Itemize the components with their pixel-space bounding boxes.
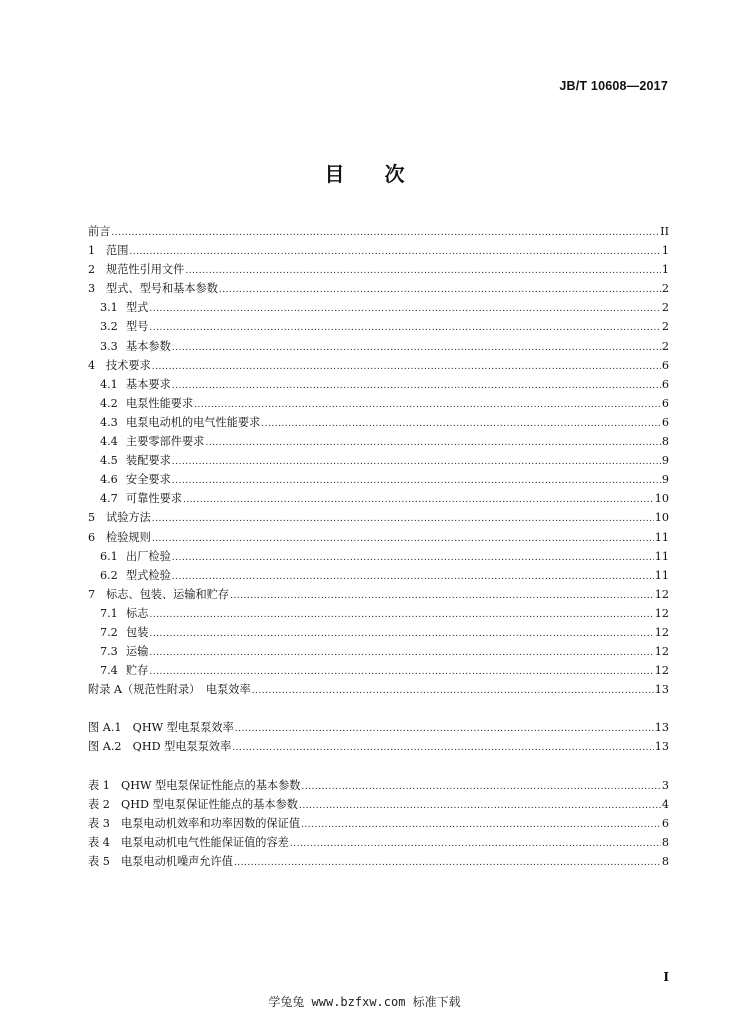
toc-entry-number: 7.4 <box>100 664 118 678</box>
toc-entry-label: 电泵电动机的电气性能要求 <box>126 415 261 429</box>
toc-entry[interactable] <box>88 298 669 317</box>
toc-entry-page: 9 <box>661 454 669 468</box>
toc-entry[interactable] <box>88 852 669 871</box>
toc-entry[interactable] <box>88 623 669 642</box>
toc-entry-number: 3.2 <box>100 320 118 334</box>
toc-entry[interactable] <box>88 718 669 737</box>
toc-entry-page: 8 <box>661 835 669 849</box>
toc-entry-label: 主要零部件要求 <box>126 435 205 449</box>
toc-main-section <box>88 222 669 699</box>
toc-leader-dots <box>252 682 654 701</box>
toc-entry[interactable] <box>88 776 669 795</box>
toc-entry[interactable] <box>88 833 669 852</box>
toc-entry-number: 1 <box>88 244 96 258</box>
toc-entry-number: 6.2 <box>100 568 118 582</box>
toc-entry-page: 12 <box>654 587 669 601</box>
toc-leader-dots <box>172 339 661 358</box>
toc-entry-number: 6 <box>88 530 96 544</box>
toc-entry[interactable] <box>88 413 669 432</box>
toc-entry-number: 7.1 <box>100 606 118 620</box>
toc-entry-page: 12 <box>654 664 669 678</box>
toc-entry[interactable] <box>88 604 669 623</box>
page-number: I <box>663 970 669 984</box>
toc-entry-page: 12 <box>654 625 669 639</box>
toc-entry-page: 9 <box>661 473 669 487</box>
toc-entry-label: 表 4 电泵电动机电气性能保证值的容差 <box>88 835 289 849</box>
toc-entry-label: 试验方法 <box>106 511 151 525</box>
toc-figures-section <box>88 718 669 756</box>
toc-leader-dots <box>301 778 660 797</box>
toc-entry-label: 标志 <box>126 606 149 620</box>
toc-entry[interactable] <box>88 222 669 241</box>
toc-entry[interactable] <box>88 814 669 833</box>
toc-entry[interactable] <box>88 375 669 394</box>
toc-leader-dots <box>235 720 654 739</box>
toc-entry[interactable] <box>88 661 669 680</box>
toc-leader-dots <box>261 415 661 434</box>
toc-entry-page: 13 <box>654 740 669 754</box>
toc-entry-page: 8 <box>661 854 669 868</box>
toc-entry-number: 4.7 <box>100 492 118 506</box>
toc-entry-label: 型式、型号和基本参数 <box>106 282 218 296</box>
toc-entry-label: 检验规则 <box>106 530 151 544</box>
toc-entry-page: 13 <box>654 683 669 697</box>
toc-entry-label: 图 A.2 QHD 型电泵泵效率 <box>88 740 232 754</box>
toc-entry-number: 4.2 <box>100 396 118 410</box>
page-title: 目次 <box>324 162 445 186</box>
toc-entry-number: 4.6 <box>100 473 118 487</box>
toc-entry-number: 4.5 <box>100 454 118 468</box>
toc-entry-page: 11 <box>654 549 669 563</box>
toc-entry[interactable] <box>88 489 669 508</box>
toc-entry-label: 规范性引用文件 <box>106 263 185 277</box>
toc-leader-dots <box>185 262 661 281</box>
toc-leader-dots <box>234 854 661 873</box>
toc-entry-page: 4 <box>661 797 669 811</box>
toc-entry-page: 3 <box>661 778 669 792</box>
toc-leader-dots <box>152 530 654 549</box>
toc-entry-page: 10 <box>654 511 669 525</box>
toc-entry-page: II <box>660 225 669 238</box>
toc-leader-dots <box>232 739 653 758</box>
toc-entry-label: 基本参数 <box>126 339 171 353</box>
toc-entry-number: 5 <box>88 511 96 525</box>
toc-entry-page: 6 <box>661 415 669 429</box>
toc-entry-label: 标志、包装、运输和贮存 <box>106 587 230 601</box>
toc-entry-number: 3 <box>88 282 96 296</box>
toc-entry[interactable] <box>88 737 669 756</box>
toc-entry[interactable] <box>88 241 669 260</box>
toc-entry-label: 型式 <box>126 301 149 315</box>
toc-leader-dots <box>290 835 661 854</box>
toc-leader-dots <box>194 396 661 415</box>
toc-entry-label: 范围 <box>106 244 129 258</box>
toc-entry-page: 2 <box>661 339 669 353</box>
toc-leader-dots <box>172 472 661 491</box>
toc-entry-label: 贮存 <box>126 664 149 678</box>
toc-entry-page: 1 <box>661 263 669 277</box>
toc-entry-page: 12 <box>654 606 669 620</box>
toc-entry-label: 型式检验 <box>126 568 171 582</box>
toc-entry-label: 表 1 QHW 型电泵保证性能点的基本参数 <box>88 778 301 792</box>
toc-entry-label: 型号 <box>126 320 149 334</box>
toc-entry[interactable] <box>88 432 669 451</box>
toc-entry-label: 可靠性要求 <box>126 492 182 506</box>
toc-entry[interactable] <box>88 279 669 298</box>
toc-entry-number: 4 <box>88 358 96 372</box>
toc-entry[interactable] <box>88 795 669 814</box>
toc-entry-page: 11 <box>654 568 669 582</box>
toc-tables-section <box>88 776 669 871</box>
toc-entry[interactable] <box>88 642 669 661</box>
toc-entry[interactable] <box>88 680 669 699</box>
toc-entry-label: 附录 A（规范性附录） 电泵效率 <box>88 683 251 697</box>
toc-leader-dots <box>172 549 654 568</box>
toc-leader-dots <box>149 644 653 663</box>
toc-entry[interactable] <box>88 585 669 604</box>
toc-entry-page: 6 <box>661 396 669 410</box>
toc-leader-dots <box>172 453 661 472</box>
toc-leader-dots <box>205 434 661 453</box>
toc-leader-dots <box>172 377 661 396</box>
toc-leader-dots <box>172 568 654 587</box>
toc-entry-number: 7 <box>88 587 96 601</box>
toc-entry[interactable] <box>88 470 669 489</box>
toc-entry[interactable] <box>88 547 669 566</box>
toc-entry-number: 3.1 <box>100 301 118 315</box>
toc-entry-page: 12 <box>654 645 669 659</box>
toc-entry-number: 6.1 <box>100 549 118 563</box>
toc-entry-label: 电泵性能要求 <box>126 396 194 410</box>
toc-entry-label: 安全要求 <box>126 473 171 487</box>
toc-entry-label: 表 5 电泵电动机噪声允许值 <box>88 854 233 868</box>
toc-leader-dots <box>149 606 653 625</box>
toc-entry-page: 6 <box>661 358 669 372</box>
toc-leader-dots <box>152 510 654 529</box>
toc-entry-number: 3.3 <box>100 339 118 353</box>
toc-entry-page: 13 <box>654 721 669 735</box>
toc-entry-page: 6 <box>661 377 669 391</box>
watermark-text: 学兔兔 www.bzfxw.com 标准下载 <box>268 995 461 1009</box>
toc-entry[interactable] <box>88 528 669 547</box>
toc-leader-dots <box>129 243 660 262</box>
toc-leader-dots <box>219 281 661 300</box>
toc-entry-label: 表 2 QHD 型电泵保证性能点的基本参数 <box>88 797 298 811</box>
toc-leader-dots <box>299 797 661 816</box>
toc-entry[interactable] <box>88 317 669 336</box>
table-of-contents <box>88 222 669 871</box>
toc-entry-label: 包装 <box>126 625 149 639</box>
toc-entry[interactable] <box>88 394 669 413</box>
toc-entry-label: 装配要求 <box>126 454 171 468</box>
toc-leader-dots <box>183 491 654 510</box>
toc-entry[interactable] <box>88 337 669 356</box>
toc-entry-number: 4.1 <box>100 377 118 391</box>
toc-leader-dots <box>149 625 653 644</box>
toc-entry-page: 2 <box>661 320 669 334</box>
toc-entry[interactable] <box>88 566 669 585</box>
toc-entry-page: 10 <box>654 492 669 506</box>
toc-entry-label: 出厂检验 <box>126 549 171 563</box>
toc-entry-label: 基本要求 <box>126 377 171 391</box>
toc-leader-dots <box>149 300 660 319</box>
toc-entry-page: 8 <box>661 435 669 449</box>
toc-leader-dots <box>152 358 661 377</box>
toc-leader-dots <box>149 319 660 338</box>
toc-entry-page: 6 <box>661 816 669 830</box>
toc-entry-number: 2 <box>88 263 96 277</box>
toc-entry-label: 表 3 电泵电动机效率和功率因数的保证值 <box>88 816 301 830</box>
toc-entry-number: 4.3 <box>100 415 118 429</box>
toc-entry-number: 7.3 <box>100 645 118 659</box>
toc-entry-number: 4.4 <box>100 435 118 449</box>
toc-entry[interactable] <box>88 451 669 470</box>
toc-entry-label: 图 A.1 QHW 型电泵泵效率 <box>88 721 234 735</box>
toc-entry-label: 技术要求 <box>106 358 151 372</box>
toc-leader-dots <box>111 224 659 243</box>
toc-entry[interactable] <box>88 508 669 527</box>
toc-entry-page: 1 <box>661 244 669 258</box>
toc-entry-label: 运输 <box>126 645 149 659</box>
toc-leader-dots <box>230 587 654 606</box>
toc-entry-number: 7.2 <box>100 625 118 639</box>
toc-entry[interactable] <box>88 356 669 375</box>
toc-entry-label: 前言 <box>88 225 111 238</box>
toc-leader-dots <box>301 816 661 835</box>
toc-entry-page: 11 <box>654 530 669 544</box>
toc-entry-page: 2 <box>661 301 669 315</box>
standard-number: JB/T 10608—2017 <box>559 79 668 93</box>
toc-entry-page: 2 <box>661 282 669 296</box>
toc-entry[interactable] <box>88 260 669 279</box>
